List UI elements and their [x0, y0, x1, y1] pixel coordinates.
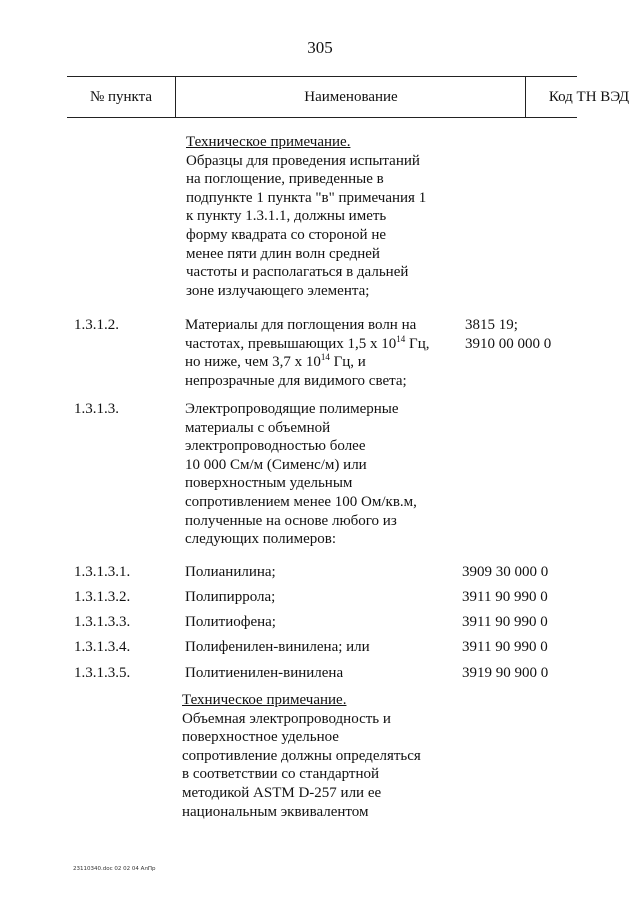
- subitem-number: 1.3.1.3.3.: [74, 614, 131, 630]
- item-line: материалы с объемной: [185, 419, 331, 436]
- text-part: частотах, превышающих 1,5 х 10: [185, 335, 397, 352]
- subitem-code: 3919 90 900 0: [462, 665, 549, 681]
- page-number: 305: [307, 38, 333, 57]
- subitem-name: Политиенилен-винилена: [185, 665, 344, 681]
- item-line: [185, 353, 465, 372]
- subitem-name: Полианилина;: [185, 564, 276, 580]
- item-number: 1.3.1.3.: [74, 401, 119, 417]
- text-part: но ниже, чем 3,7 х 10: [185, 354, 321, 371]
- code-line: 3815 19;: [465, 317, 518, 333]
- note-line: Объемная электропроводность и: [182, 710, 391, 727]
- superscript: 14: [320, 352, 330, 363]
- note-line: национальным эквивалентом: [182, 803, 369, 820]
- header-name: Наименование: [175, 77, 526, 117]
- superscript: 14: [396, 333, 406, 344]
- note-line: частоты и располагаться в дальней: [186, 264, 409, 281]
- code-line: 3910 00 000 0: [465, 335, 552, 352]
- note-line: методикой ASTM D-257 или ее: [182, 784, 382, 801]
- note-line: Образцы для проведения испытаний: [186, 152, 420, 169]
- technical-note-1: [186, 133, 426, 300]
- item-line: электропроводностью более: [185, 438, 366, 455]
- note-line: менее пяти длин волн средней: [186, 245, 380, 262]
- subitem-code: 3911 90 990 0: [462, 614, 548, 630]
- item-line: [185, 335, 465, 354]
- header-code: Код ТН ВЭД: [525, 77, 640, 117]
- text-part: Гц,: [405, 335, 430, 352]
- item-line: Материалы для поглощения волн на: [185, 317, 417, 333]
- text-part: Гц, и: [329, 354, 366, 371]
- technical-note-2: [182, 691, 421, 821]
- subitem-number: 1.3.1.3.5.: [74, 665, 131, 681]
- subitem-number: 1.3.1.3.1.: [74, 564, 131, 580]
- item-line: сопротивлением менее 100 Ом/кв.м,: [185, 493, 417, 510]
- item-code: [465, 316, 551, 353]
- item-name: [185, 316, 465, 390]
- subitem-code: 3909 30 000 0: [462, 564, 549, 580]
- item-line: полученные на основе любого из: [185, 512, 397, 529]
- subitem-name: Политиофена;: [185, 614, 276, 630]
- item-name: [185, 400, 465, 549]
- item-number: 1.3.1.2.: [74, 317, 119, 333]
- subitem-number: 1.3.1.3.2.: [74, 589, 131, 605]
- item-line: 10 000 См/м (Сименс/м) или: [185, 456, 367, 473]
- subitem-number: 1.3.1.3.4.: [74, 639, 131, 655]
- note-line: поверхностное удельное: [182, 729, 339, 746]
- subitem-name: Полипиррола;: [185, 589, 276, 605]
- table-header: [67, 76, 630, 118]
- document-footer: 23110340.doc 02 02 04 АлПр: [73, 866, 156, 872]
- item-line: непрозрачные для видимого света;: [185, 372, 407, 389]
- item-line: поверхностным удельным: [185, 475, 353, 492]
- note-line: сопротивление должны определяться: [182, 747, 421, 764]
- note-line: подпункте 1 пункта "в" примечания 1: [186, 189, 427, 206]
- item-line: следующих полимеров:: [185, 531, 337, 548]
- subitem-name: Полифенилен-винилена; или: [185, 639, 370, 655]
- note-title: Техническое примечание.: [186, 134, 351, 150]
- note-line: в соответствии со стандартной: [182, 766, 380, 783]
- subitem-code: 3911 90 990 0: [462, 589, 548, 605]
- note-line: форму квадрата со стороной не: [186, 226, 387, 243]
- note-title: Техническое примечание.: [182, 692, 347, 708]
- subitem-code: 3911 90 990 0: [462, 639, 548, 655]
- item-line: Электропроводящие полимерные: [185, 401, 399, 417]
- note-line: на поглощение, приведенные в: [186, 171, 384, 188]
- header-item-number: № пункта: [89, 89, 153, 105]
- note-line: к пункту 1.3.1.1, должны иметь: [186, 208, 387, 225]
- note-line: зоне излучающего элемента;: [186, 282, 370, 299]
